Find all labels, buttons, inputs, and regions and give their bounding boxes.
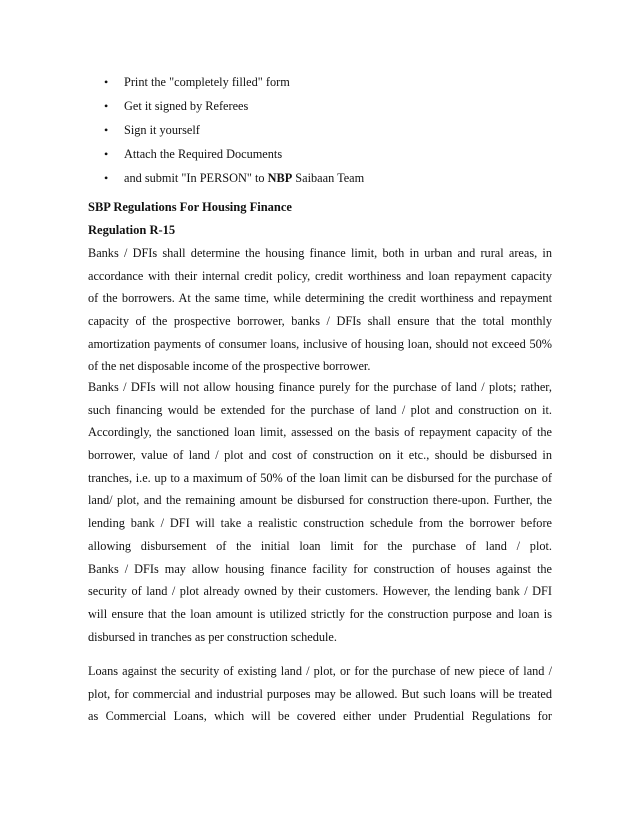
list-item-text: Sign it yourself	[124, 123, 200, 137]
paragraph-line: of the borrowers. At the same time, while determining the credit worthiness and repayment	[88, 291, 552, 306]
bullet-icon: •	[104, 123, 109, 137]
paragraph-line: such financing would be extended for the purchase of land / plot and construction on it.	[88, 402, 552, 417]
paragraph-line: borrower, value of land / plot and cost of construction on it etc., should be disbursed in	[88, 448, 552, 463]
paragraph-line: plot, for commercial and industrial purposes may be allowed. But such loans will be treated	[88, 686, 552, 701]
paragraph-line: tranches, i.e. up to a maximum of 50% of the loan limit can be disbursed for the purchase of	[88, 470, 552, 485]
paragraph-line: Banks / DFIs will not allow housing finance purely for the purchase of land / plots; rather,	[88, 380, 552, 394]
bullet-icon: •	[104, 75, 109, 89]
list-item	[104, 70, 564, 94]
paragraph-line: Accordingly, the sanctioned loan limit, assessed on the basis of repayment capacity of the	[88, 425, 552, 440]
paragraph-line: of the net disposable income of the prospective borrower.	[88, 359, 371, 374]
submission-steps-list	[104, 70, 564, 190]
list-item-text-after: Saibaan Team	[292, 171, 365, 185]
bullet-icon: •	[104, 147, 109, 161]
paragraph-line: allowing disbursement of the initial loan limit for the purchase of land / plot.	[88, 538, 552, 553]
paragraph-line: lending bank / DFI will take a realistic construction schedule from the borrower before	[88, 516, 552, 531]
paragraph-line: Loans against the security of existing land / plot, or for the purchase of new piece of land /	[88, 664, 552, 678]
list-item-text: Print the "completely filled" form	[124, 75, 290, 89]
paragraph-1	[88, 242, 552, 378]
list-item-text: Attach the Required Documents	[124, 147, 283, 161]
paragraph-line: disbursed in tranches as per construction schedule.	[88, 629, 337, 644]
paragraph-line: land/ plot, and the remaining amount be disbursed for construction there-upon. Further, the	[88, 493, 552, 508]
list-item-text-before: and submit "In PERSON" to	[124, 171, 268, 185]
paragraph-line: accordance with their internal credit policy, credit worthiness and loan repayment capacity	[88, 268, 552, 283]
bullet-icon: •	[104, 171, 109, 185]
paragraph-line: amortization payments of consumer loans, inclusive of housing loan, should not exceed 50%	[88, 336, 552, 351]
paragraph-line: Banks / DFIs shall determine the housing finance limit, both in urban and rural areas, in	[88, 246, 552, 260]
regulation-title: Regulation R-15	[88, 223, 176, 237]
paragraph-line: security of land / plot already owned by their customers. However, the lending bank / DFI	[88, 584, 552, 599]
list-item	[104, 142, 564, 166]
list-item	[104, 118, 564, 142]
paragraph-line: will ensure that the loan amount is utilized strictly for the construction purpose and loan is	[88, 606, 552, 621]
list-item-text: Get it signed by Referees	[124, 99, 249, 113]
paragraph-line: capacity of the prospective borrower, banks / DFIs shall ensure that the total monthly	[88, 314, 552, 329]
list-item	[104, 166, 564, 190]
section-title: SBP Regulations For Housing Finance	[88, 200, 292, 214]
paragraph-3	[88, 660, 552, 728]
list-item-text	[124, 171, 364, 185]
paragraph-line: Banks / DFIs may allow housing finance facility for construction of houses against the	[88, 561, 552, 576]
nbp-bold-text: NBP	[267, 171, 293, 185]
list-item	[104, 94, 564, 118]
bullet-icon: •	[104, 99, 109, 113]
paragraph-2	[88, 376, 552, 648]
paragraph-line: as Commercial Loans, which will be covered either under Prudential Regulations for	[88, 709, 552, 724]
